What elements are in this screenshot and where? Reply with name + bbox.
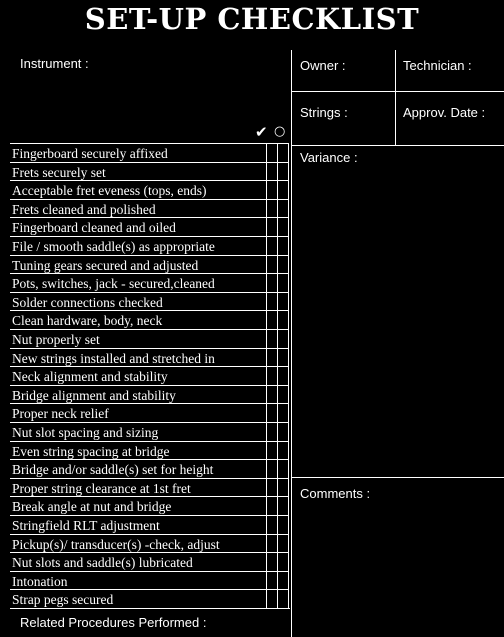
checklist-row <box>10 329 289 348</box>
checklist-item-label: Acceptable fret eveness (tops, ends) <box>12 183 207 199</box>
na-checkbox[interactable] <box>278 386 288 404</box>
variance-field[interactable]: Variance : <box>300 150 358 165</box>
strings-field[interactable]: Strings : <box>300 105 348 120</box>
done-checkbox[interactable] <box>267 256 277 274</box>
checklist-item-label: Even string spacing at bridge <box>12 443 170 459</box>
na-checkbox[interactable] <box>278 237 288 255</box>
na-checkbox[interactable] <box>278 293 288 311</box>
checklist-item-label: Proper string clearance at 1st fret <box>12 480 191 496</box>
checklist-row <box>10 143 289 162</box>
header-bottom-divider <box>291 145 504 146</box>
checklist-bottom-border <box>10 608 290 609</box>
checklist-row <box>10 552 289 571</box>
na-checkbox[interactable] <box>278 535 288 553</box>
na-checkbox[interactable] <box>278 330 288 348</box>
done-checkbox[interactable] <box>267 144 277 162</box>
box-right-border <box>288 572 289 590</box>
na-checkbox[interactable] <box>278 572 288 590</box>
checklist-item-label: Break angle at nut and bridge <box>12 499 172 515</box>
checklist-row <box>10 180 289 199</box>
checklist-row <box>10 292 289 311</box>
done-checkbox[interactable] <box>267 218 277 236</box>
na-checkbox[interactable] <box>278 274 288 292</box>
done-checkbox[interactable] <box>267 181 277 199</box>
box-right-border <box>288 590 289 608</box>
box-right-border <box>288 163 289 181</box>
done-checkbox[interactable] <box>267 311 277 329</box>
checklist-item-label: Fingerboard securely affixed <box>12 146 168 161</box>
na-checkbox[interactable] <box>278 218 288 236</box>
done-checkbox[interactable] <box>267 404 277 422</box>
box-right-border <box>288 181 289 199</box>
box-right-border <box>288 311 289 329</box>
na-checkbox[interactable] <box>278 256 288 274</box>
na-checkbox[interactable] <box>278 590 288 608</box>
done-checkbox[interactable] <box>267 497 277 515</box>
checklist-row <box>10 571 289 590</box>
box-right-border <box>288 237 289 255</box>
na-checkbox[interactable] <box>278 442 288 460</box>
checklist-item-label: Proper neck relief <box>12 406 109 422</box>
box-right-border <box>288 423 289 441</box>
checklist-item-label: Solder connections checked <box>12 294 163 310</box>
na-checkbox[interactable] <box>278 479 288 497</box>
done-checkbox[interactable] <box>267 516 277 534</box>
box-right-border <box>288 349 289 367</box>
na-checkbox[interactable] <box>278 367 288 385</box>
na-checkbox[interactable] <box>278 497 288 515</box>
box-right-border <box>288 218 289 236</box>
checklist-row <box>10 478 289 497</box>
box-right-border <box>288 274 289 292</box>
checklist-row <box>10 348 289 367</box>
checklist-item-label: Pots, switches, jack - secured,cleaned <box>12 276 215 292</box>
done-checkbox[interactable] <box>267 460 277 478</box>
done-checkbox[interactable] <box>267 163 277 181</box>
page-title: SET-UP CHECKLIST <box>84 2 420 36</box>
checklist-row <box>10 422 289 441</box>
checklist-item-label: Tuning gears secured and adjusted <box>12 257 199 273</box>
checklist-item-label: Nut slots and saddle(s) lubricated <box>12 555 193 571</box>
checklist-row <box>10 217 289 236</box>
box-right-border <box>288 256 289 274</box>
na-checkbox[interactable] <box>278 311 288 329</box>
done-checkbox[interactable] <box>267 330 277 348</box>
box-right-border <box>288 144 289 162</box>
done-checkbox[interactable] <box>267 274 277 292</box>
done-checkbox[interactable] <box>267 367 277 385</box>
box-right-border <box>288 293 289 311</box>
circle-icon: ○ <box>274 124 286 139</box>
checklist-row <box>10 403 289 422</box>
checklist-item-label: New strings installed and stretched in <box>12 350 215 366</box>
comments-field[interactable]: Comments : <box>300 486 371 501</box>
done-checkbox[interactable] <box>267 479 277 497</box>
na-checkbox[interactable] <box>278 516 288 534</box>
box-right-border <box>288 386 289 404</box>
checklist-row <box>10 441 289 460</box>
done-checkbox[interactable] <box>267 293 277 311</box>
instrument-field[interactable]: Instrument : <box>20 56 89 71</box>
done-checkbox[interactable] <box>267 590 277 608</box>
checklist-row <box>10 496 289 515</box>
checklist-row <box>10 589 289 608</box>
checklist-item-label: Strap pegs secured <box>12 592 114 608</box>
done-checkbox[interactable] <box>267 349 277 367</box>
box-right-border <box>288 516 289 534</box>
done-checkbox[interactable] <box>267 535 277 553</box>
box-right-border <box>288 535 289 553</box>
box-right-border <box>288 442 289 460</box>
done-checkbox[interactable] <box>267 423 277 441</box>
checklist-row <box>10 385 289 404</box>
na-checkbox[interactable] <box>278 404 288 422</box>
checklist-row <box>10 236 289 255</box>
checklist-item-label: Frets securely set <box>12 164 106 180</box>
box-right-border <box>288 460 289 478</box>
check-mark-icon: ✔ <box>255 123 268 141</box>
na-checkbox[interactable] <box>278 423 288 441</box>
checklist-item-label: Neck alignment and stability <box>12 369 168 385</box>
box-right-border <box>288 404 289 422</box>
checklist-item-label: Bridge and/or saddle(s) set for height <box>12 462 214 478</box>
header-divider <box>395 50 396 145</box>
checklist-row <box>10 162 289 181</box>
na-checkbox[interactable] <box>278 163 288 181</box>
approval-date-field[interactable]: Approv. Date : <box>403 105 486 120</box>
checklist-item-label: Pickup(s)/ transducer(s) -check, adjust <box>12 536 220 552</box>
box-right-border <box>288 367 289 385</box>
done-checkbox[interactable] <box>267 386 277 404</box>
done-checkbox[interactable] <box>267 572 277 590</box>
checklist-item-label: Intonation <box>12 573 68 589</box>
checklist-item-label: Fingerboard cleaned and oiled <box>12 220 176 236</box>
box-right-border <box>288 330 289 348</box>
checklist-row <box>10 459 289 478</box>
done-checkbox[interactable] <box>267 553 277 571</box>
done-checkbox[interactable] <box>267 237 277 255</box>
box-right-border <box>288 553 289 571</box>
checklist-row <box>10 534 289 553</box>
checklist-row <box>10 199 289 218</box>
technician-field[interactable]: Technician : <box>403 58 472 73</box>
checklist-row <box>10 366 289 385</box>
checklist-row <box>10 515 289 534</box>
main-divider <box>291 50 292 637</box>
box-right-border <box>288 497 289 515</box>
checklist-row <box>10 273 289 292</box>
box-right-border <box>288 479 289 497</box>
na-checkbox[interactable] <box>278 181 288 199</box>
na-checkbox[interactable] <box>278 200 288 218</box>
na-checkbox[interactable] <box>278 349 288 367</box>
checklist-item-label: Stringfield RLT adjustment <box>12 518 160 533</box>
owner-field[interactable]: Owner : <box>300 58 346 73</box>
comments-divider <box>291 477 504 478</box>
related-procedures-field[interactable]: Related Procedures Performed : <box>20 615 207 630</box>
checklist-item-label: File / smooth saddle(s) as appropriate <box>12 239 215 254</box>
header-row-divider <box>291 91 504 92</box>
na-checkbox[interactable] <box>278 460 288 478</box>
checklist-item-label: Bridge alignment and stability <box>12 387 176 403</box>
checklist-item-label: Nut properly set <box>12 332 100 347</box>
checklist-row <box>10 310 289 329</box>
done-checkbox[interactable] <box>267 442 277 460</box>
done-checkbox[interactable] <box>267 200 277 218</box>
na-checkbox[interactable] <box>278 144 288 162</box>
box-right-border <box>288 200 289 218</box>
checklist-item-label: Nut slot spacing and sizing <box>12 425 159 440</box>
checklist-row <box>10 255 289 274</box>
na-checkbox[interactable] <box>278 553 288 571</box>
checklist-item-label: Clean hardware, body, neck <box>12 313 163 329</box>
checklist-item-label: Frets cleaned and polished <box>12 201 156 217</box>
